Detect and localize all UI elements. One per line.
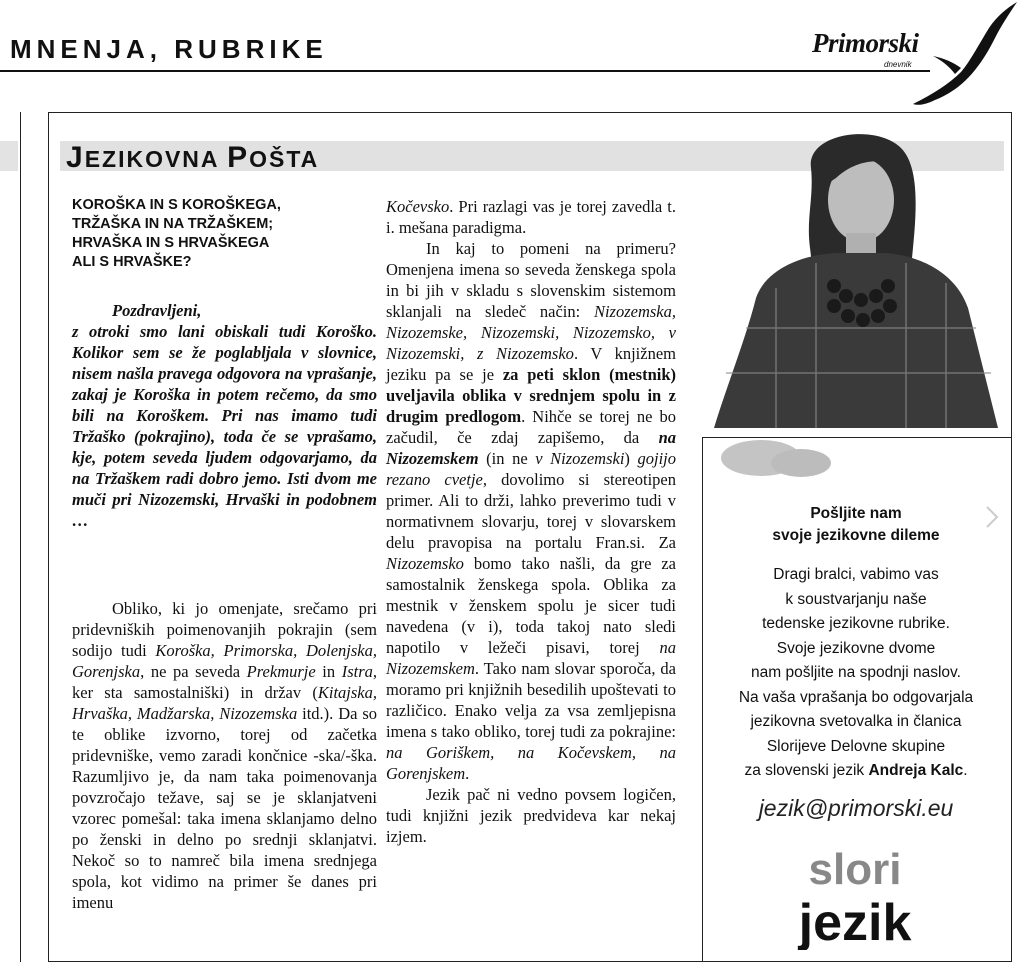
answer-paragraph: Jezik pač ni vedno povsem logičen, tudi knjižni jezik predvideva kar nekaj izjem. bbox=[386, 785, 676, 846]
previous-column-band bbox=[0, 141, 18, 171]
sidebar-heading: Pošljite nam svoje jezikovne dileme bbox=[772, 505, 940, 544]
answer-column-1 bbox=[72, 598, 377, 913]
header-rule bbox=[0, 70, 930, 72]
previous-column-border bbox=[0, 112, 21, 962]
answer-paragraph-cont: Kočevsko. Pri razlagi vas je torej zavedla t. i. mešana paradigma. bbox=[386, 197, 676, 237]
author-name: Andreja Kalc bbox=[868, 762, 964, 779]
section-title: MNENJA, RUBRIKE bbox=[10, 34, 328, 64]
answer-column-2 bbox=[386, 196, 676, 847]
brand-subtitle: dnevnik bbox=[884, 60, 912, 69]
letter-body: z otroki smo lani obiskali tudi Koroško. Kolikor sem se že poglabljala v slovnice, nisem našla pravega odgovora na vprašanje, zakaj je Koroška in potem rečemo, da smo bili na Koroškem. Pri nas imamo tudi Tržaško (pokrajino), toda če se vprašamo, kje, potem seveda ljudem odgovarjamo, da na Tržaškem radi dobro jemo. Isti dvom me muči pri Nizozemski, Hrvaški in podobnem … bbox=[72, 322, 377, 530]
letter-greeting: Pozdravljeni, bbox=[112, 301, 202, 320]
answer-paragraph: Obliko, ki jo omenjate, srečamo pri pridevniških poimenovanjih pokrajin (sem sodijo tudi Koroška, Primorska, Dolenjska, Gorenjska, ne pa seveda Prekmurje in Istra, ker sta samostalniški) in držav (Kitajska, Hrvaška, Madžarska, Nizozemska itd.). Da so te oblike izvorno, torej od začetka pridevniške, vemo zaradi končnice -ska/-ška. Razumljivo je, da nam taka poimenovanja povzročajo težave, saj se je sklanjatveni vzorec pomešal: taka imena sklanjamo delno po ženski in delno po srednji sklanjatvi. Nekoč so to namreč bila imena srednjega spola, kot vidimo na primer še danes pri imenu bbox=[72, 599, 378, 912]
contact-email[interactable]: jezik@primorski.eu bbox=[758, 795, 954, 821]
sidebar-text: Dragi bralci, vabimo vas k soustvarjanju naše tedenske jezikovne rubrike. Svoje jezikovne dvome nam pošljite na spodnji naslov. Na vaša vprašanja bo odgovarjala jezikovna svetovalka in članica Slorijeve Delovne skupine za slovenski jezik Andreja Kalc. bbox=[738, 566, 974, 779]
seagull-icon bbox=[905, 0, 1020, 110]
article-headline: KOROŠKA IN S KOROŠKEGA, TRŽAŠKA IN NA TRŽAŠKEM; HRVAŠKA IN S HRVAŠKEGA ALI S HRVAŠKE? bbox=[72, 197, 281, 270]
slori-jezik-logo bbox=[780, 842, 930, 950]
author-portrait bbox=[706, 128, 1004, 480]
reader-letter bbox=[72, 300, 377, 531]
logo-text-bottom: jezik bbox=[798, 894, 912, 950]
column-title: JEZIKOVNA POŠTA bbox=[66, 141, 320, 174]
answer-paragraph: In kaj to pomeni na primeru? Omenjena imena so seveda ženskega spola in bi jih v skladu s slovenskim sistemom sklanjali na sledeč način: Nizozemska, Nizozemske, Nizozemski, Nizozemsko, v Nizozemski, z Nizozemsko. V knjižnem jeziku pa se je za peti sklon (mestnik) uveljavila oblika v srednjem spolu in z drugim predlogom. Nihče se torej ne bo začudil, če zdaj zapišemo, da na Nizozemskem (in ne v Nizozemski) gojijo rezano cvetje, dovolimo si stereotipen primer. Ali to drži, lahko preverimo tudi v normativnem slovarju, torej v slovarskem delu pravopisa na portalu Fran.si. Za Nizozemsko bomo tako našli, da gre za samostalnik ženskega spola. Oblika za mestnik v ženskem spolu je sicer tudi navedena (v i), toda takoj nato sledi napotilo v ležeči pisavi, torej na Nizozemskem. Tako nam slovar sporoča, da moramo pri knjižnih besedilih upoštevati to različico. Enako velja za vsa zemljepisna imena s tako obliko, torej tudi za pokrajine: na Goriškem, na Kočevskem, na Gorenjskem. bbox=[386, 239, 677, 783]
brand-logo-text: Primorski bbox=[812, 28, 919, 58]
logo-text-top: slori bbox=[808, 845, 902, 894]
